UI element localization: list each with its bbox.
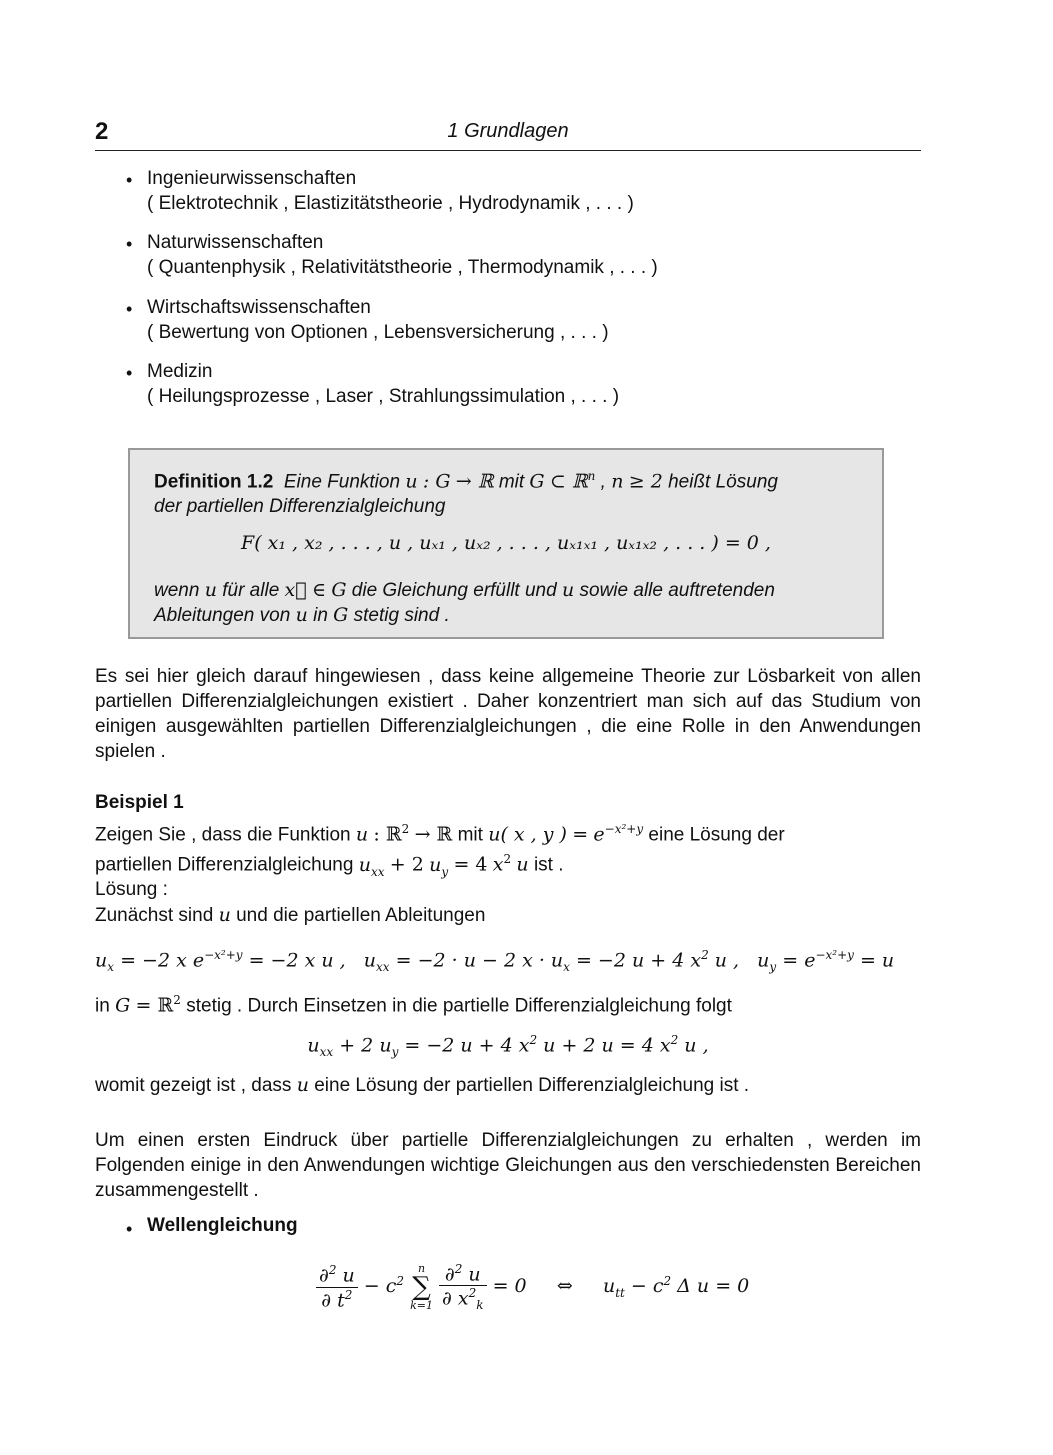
bullet-dot: •	[126, 363, 133, 383]
page-number: 2	[95, 118, 109, 145]
substitution-formula: $u_{xx} + 2$ $u_y = -2$ u + 4 $x^2$ u + 2 u = 4 $x^2$ u ,	[307, 1033, 709, 1060]
derivatives-formula: $u_x = -2$ x $e^{-x^2+y} = -2$ x u , $u_{xx} = -2 \cdot u - 2$ $x \cdot u_x = -2$ u + 4 $x^2$ u , $u_y = e^{-x^2+y} = u$	[95, 948, 895, 975]
bullet-dot: •	[126, 299, 133, 319]
continuity-line: in G = ℝ$^2$ stetig . Durch Einsetzen in die partielle Differenzialgleichung folgt	[95, 993, 732, 1017]
definition-text: Definition 1.2 Eine Funktion u : G → ℝ mit G ⊂ ℝ$^n$ , n ≥ 2 heißt Lösung der partiellen Differenzialgleichung	[154, 469, 778, 518]
definition-formula: F( x₁ , x₂ , . . . , u , uₓ₁ , uₓ₂ , . . . , uₓ₁ₓ₁ , uₓ₁ₓ₂ , . . . ) = 0 ,	[241, 532, 771, 554]
bullet-detail: ( Bewertung von Optionen , Lebensversicherung , . . . )	[147, 322, 609, 343]
chapter-title: 1 Grundlagen	[447, 120, 569, 142]
bullet-title: Ingenieurwissenschaften	[147, 168, 357, 189]
bullet-detail: ( Heilungsprozesse , Laser , Strahlungssimulation , . . . )	[147, 386, 620, 407]
bullet-dot: •	[126, 1219, 133, 1239]
definition-box	[128, 448, 884, 639]
solution-label: Lösung :	[95, 879, 168, 900]
definition-label: Definition 1.2	[154, 471, 274, 493]
page-header	[95, 118, 921, 151]
bullet-item	[147, 359, 619, 409]
bullet-dot: •	[126, 234, 133, 254]
bullet-item	[147, 295, 609, 345]
example-statement: Zeigen Sie , dass die Funktion u : ℝ$^2$ → ℝ mit u( x , y ) = $e^{-x^2+y}$ eine Lösung der partiellen Differenzialgleichung $u_{xx} + 2$ $u_y = 4$ $x^2$ u ist .	[95, 822, 785, 879]
bullet-item	[147, 230, 658, 280]
paragraph: Um einen ersten Eindruck über partielle Differenzialgleichungen zu erhalten , werden im Folgenden einige in den Anwendungen wichtige Gleichungen aus den verschiedensten Bereichen zusammengestellt .	[95, 1130, 921, 1201]
bullet-title: Medizin	[147, 361, 213, 382]
definition-condition: wenn u für alle x⃗ ∈ G die Gleichung erfüllt und u sowie alle auftretenden Ableitungen von u in G stetig sind .	[154, 579, 775, 626]
paragraph: Es sei hier gleich darauf hingewiesen , dass keine allgemeine Theorie zur Lösbarkeit von allen partiellen Differenzialgleichungen existiert . Daher konzentriert man sich auf das Studium von einigen ausgewählten partiellen Differenzialgleichungen , die eine Rolle in den Anwendungen spielen .	[95, 666, 921, 762]
example-title: Beispiel 1	[95, 792, 184, 813]
bullet-title: Wirtschaftswissenschaften	[147, 297, 371, 318]
bullet-dot: •	[126, 170, 133, 190]
wave-equation: $\frac{\partial^2 u}{\partial t^2}$ − $c^2$ n ∑ k=1 $\frac{\partial^2 u}{\partial x^2_k}$ = 0 ⇔ $u_{tt} - c^2$ Δ u = 0	[316, 1262, 749, 1312]
bullet-detail: ( Elektrotechnik , Elastizitätstheorie , Hydrodynamik , . . . )	[147, 193, 634, 214]
wave-title: Wellengleichung	[147, 1215, 298, 1236]
bullet-title: Naturwissenschaften	[147, 232, 324, 253]
bullet-item	[147, 166, 634, 216]
conclusion-line: womit gezeigt ist , dass u eine Lösung der partiellen Differenzialgleichung ist .	[95, 1074, 750, 1096]
solution-intro: Zunächst sind u und die partiellen Ableitungen	[95, 904, 486, 926]
bullet-detail: ( Quantenphysik , Relativitätstheorie , Thermodynamik , . . . )	[147, 257, 658, 278]
